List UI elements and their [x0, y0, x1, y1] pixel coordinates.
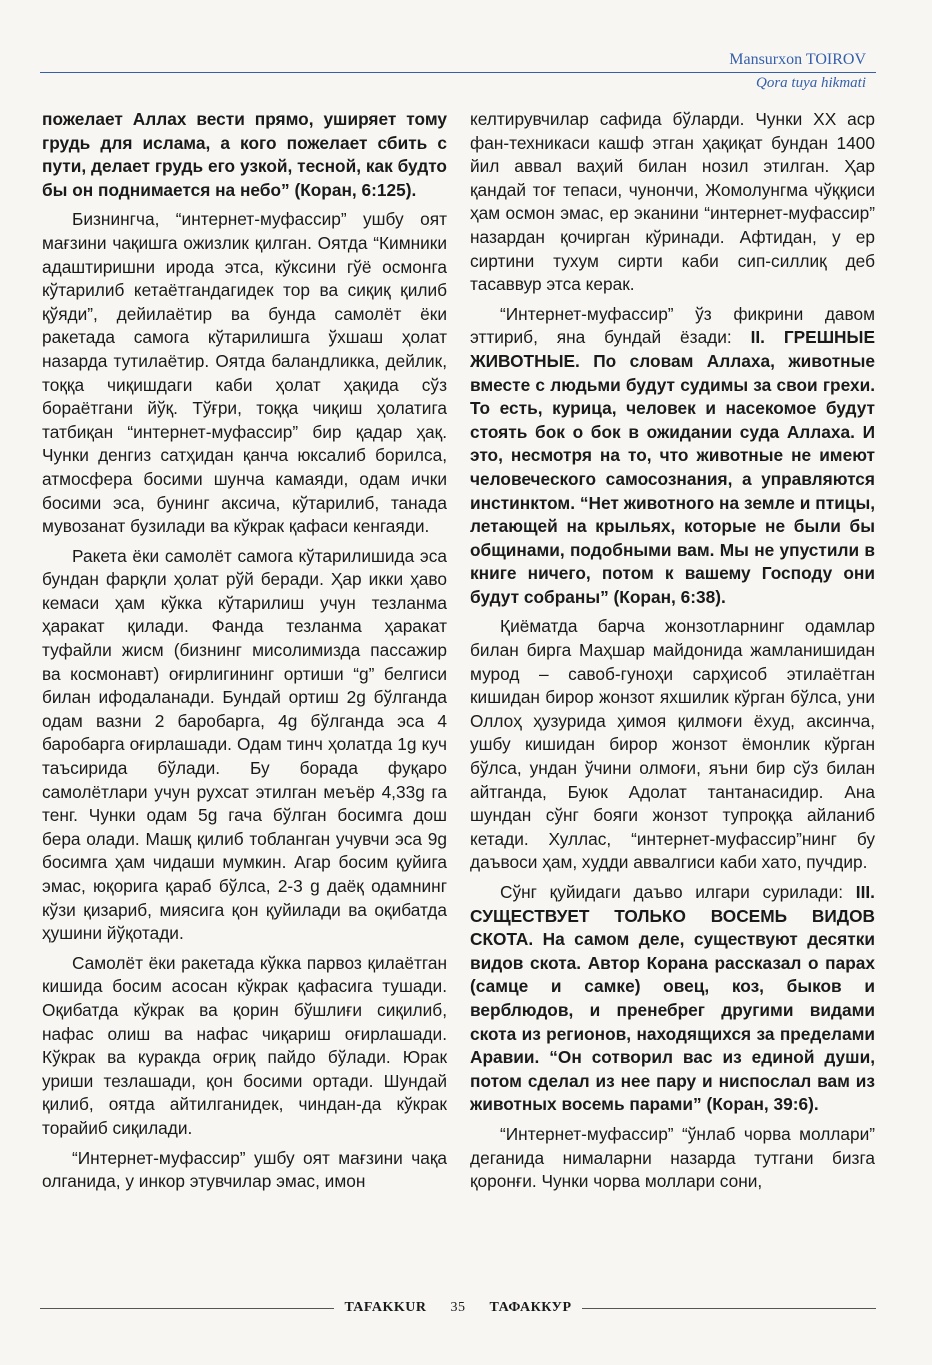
footer-rule-left — [40, 1308, 334, 1309]
header-title: Qora tuya hikmati — [756, 75, 866, 91]
paragraph: Бизнингча, “интернет-муфассир” ушбу оят мағзини чақишга ожизлик қилган. Оятда “Кимники адаштиришни ирода этса, кўксини гўё осмонга кўтарилиб кетаётгандагидек тор ва сиқиқ қилиб қўяди”, дейилаётир ва бунда самолёт ёки ракетада самога кўтарилишга ўхшаш ҳолат назарда тутилаётир. Оятда баландликка, дейлик, тоққа чиқишдаги каби ҳолат ҳақида сўз бораётгани йўқ. Тўғри, тоққа чиқиш ҳолатига татбиқан “интернет-муфассир” бир қадар ҳақ. Чунки денгиз сатҳидан қанча юксалиб борилса, атмосфера босими шунча камаяди, одам ички босими эса, бунинг аксича, кўтарилиб, танада мувозанат бузилади ва кўкрак қафаси кенгаяди. — [42, 209, 447, 537]
footer-left-word: TAFAKKUR — [344, 1300, 427, 1315]
paragraph: Самолёт ёки ракетада кўкка парвоз қилаётган кишида босим асосан кўкрак қафасига тушади. Оқибатда кўкрак ва қорин бўшлиғи сиқилиб, нафас олиш ва нафас чиқариш оғирлашади. Кўкрак ва куракда оғриқ пайдо бўлади. Юрак уриши тезлашади, қон босими ортади. Шундай қилиб, оятда айтилганидек, чиндан-да кўкрак торайиб сиқилади. — [42, 952, 447, 1138]
paragraph: келтирувчилар сафида бўларди. Чунки ХХ аср фан-техникаси кашф этган ҳақиқат бундан 1400 йил аввал ваҳий билан нозил этилган. Ҳар қандай тоғ тепаси, чунончи, Жомолунгма чўққиси ҳам осмон эмас, ер эканини “интернет-муфассир” назардан қочирган кўринади. Афтидан, у ер сиртини тухум сирти каби сип-силлиқ деб тасаввур этса керак. — [470, 109, 875, 295]
paragraph — [42, 108, 447, 202]
footer-right-word: ТАФАККУР — [489, 1300, 572, 1315]
paragraph: “Интернет-муфассир” ушбу оят мағзини чақа олганида, у инкор этувчилар эмас, имон — [42, 1147, 447, 1192]
page-number: 35 — [450, 1300, 466, 1315]
paragraph: Ракета ёки самолёт самога кўтарилишида эса бундан фарқли ҳолат рўй беради. Ҳар икки ҳаво кемаси ҳам кўкка кўтарилиш учун тезланма ҳаракат қилади. Фанда тезланма ҳаракат туфайли жисм (бизнинг мисолимизда пассажир ва космонавт) оғирлигининг ортиши “g” белгиси билан ифодаланади. Бундай ортиш 2g бўлганда одам вазни 2 баробарга, 4g бўлганда эса 4 баробарга оғирлашади. Одам тинч ҳолатда 1g куч таъсирида бўлади. Бу борада фуқаро самолётлари учун рухсат этилган меъёр 4,33g га тенг. Чунки одам 5g гача бўлган босимга дош бера олади. Машқ қилиб тобланган учувчи эса 9g босимга ҳам чидаши мумкин. Агар босим қуйига эмас, юқорига қараб бўлса, 2-3 g даёқ одамнинг кўзи қизариб, миясига қон қуйилади ва оқибатда ҳушини йўқотади. — [42, 545, 447, 944]
paragraph: “Интернет-муфассир” “ўнлаб чорва моллари” деганида нималарни назарда тутгани бизга қоронғи. Чунки чорва моллари сони, — [470, 1123, 875, 1192]
page-footer — [40, 1300, 876, 1316]
header-author: Mansurxon TOIROV — [729, 51, 866, 68]
footer-rule-right — [582, 1308, 876, 1309]
right-column — [470, 108, 875, 1194]
paragraph — [470, 303, 875, 610]
bold-quote: пожелает Аллах вести прямо, уширяет тому грудь для ислама, а кого пожелает сбить с пути, делает грудь его узкой, тесной, как будто бы он поднимается на небо” (Коран, 6:125). — [42, 109, 447, 200]
paragraph — [470, 881, 875, 1117]
paragraph: Қиёматда барча жонзотларнинг одамлар билан бирга Маҳшар майдонида жамланишидан мурод – савоб-гуноҳи сарҳисоб этилаётган кишидан бирор жонзот яхшилик кўрган бўлса, уни Оллоҳ ҳузурида ҳимоя қилмоғи ёхуд, аксинча, ушбу кишидан бирор жонзот ёмонлик кўрган бўлса, ундан ўчини олмоғи, яъни бир сўз билан айтганда, Буюк Адолат тантанасидир. Ана шундан сўнг бояги жонзот тупроққа айланиб кетади. Хуллас, “интернет-муфассир”нинг бу даъвоси ҳам, худди аввалгиси каби хато, пучдир. — [470, 616, 875, 873]
bold-quote: III. СУЩЕСТВУЕТ ТОЛЬКО ВОСЕМЬ ВИДОВ СКОТА. На самом деле, существуют десятки видов скота. Автор Корана рассказал о парах (самце и самке) овец, коз, быков и верблюдов, и пренебрег другими видами скота из регионов, находящихся за пределами Аравии. “Он сотворил вас из единой души, потом сделал из нее пару и ниспослал вам из животных восемь парами” (Коран, 39:6). — [470, 882, 875, 1115]
left-column — [42, 108, 447, 1194]
paragraph-lead: Сўнг қуйидаги даъво илгари сурилади: — [500, 882, 856, 902]
running-header — [40, 50, 876, 93]
paragraph-lead: “Интернет-муфассир” ўз фикрини давом эттириб, яна бундай ёзади: — [470, 303, 875, 348]
bold-quote: II. ГРЕШНЫЕ ЖИВОТНЫЕ. По словам Аллаха, животные вместе с людьми будут судимы за свои грехи. То есть, курица, человек и насекомое будут стоять бок о бок в ожидании суда Аллаха. И это, несмотря на то, что животные не имеют человеческого самосознания, а управляются инстинктом. “Нет животного на земле и птицы, летающей на крыльях, которые не были бы общинами, подобными вам. Мы не упустили в книге ничего, потом к вашему Господу они будут собраны” (Коран, 6:38). — [470, 327, 875, 607]
